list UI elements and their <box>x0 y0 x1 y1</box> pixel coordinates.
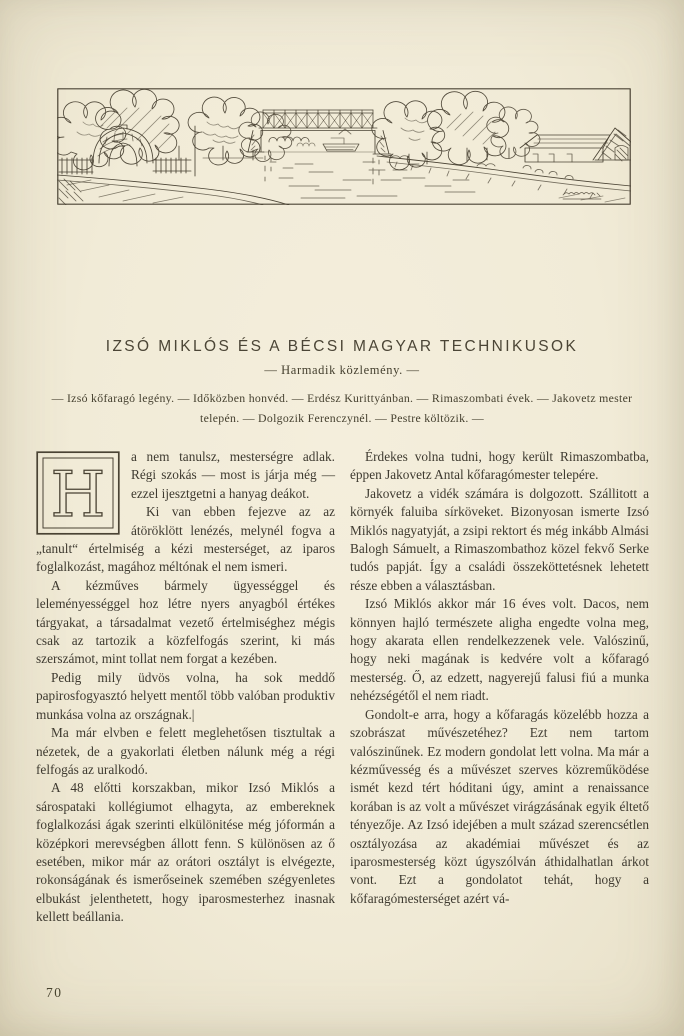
summary-line-2: telepén. — Dolgozik Ferenczynél. — Pestre költözik. — <box>200 410 484 425</box>
header-illustration <box>57 88 631 205</box>
under-bridge-shore <box>263 129 375 152</box>
barge <box>323 144 359 151</box>
paragraph: A 48 előtti korszakban, mikor Izsó Miklós a sárospataki kollégiumot elhagyta, az embereknek foglalkozási ágak szerinti elkülönitése még jóformán a középkori merevségben állott fenn. S különösen az ő esetében, mikor már az orátori osztályt is elvégezte, rokonságának és ismerőseinek szemében szégyenletes elbukást jelenthetett, hogy iparosmesterhez inasnak kellett beállania. <box>36 780 335 925</box>
paragraph: Izsó Miklós akkor már 16 éves volt. Dacos, nem könnyen hajló természete aligha engedte volna meg, hogy akarata ellen rendelkezzenek vele. Valószinű, hogy neki magának is kedvére volt a kőfaragó mesterség. Ő, az edzett, nagyerejű falusi fiú a munka nehézségétől el nem riadt. <box>350 596 649 704</box>
paragraph: Ki van ebben fejezve az az átöröklött lenézés, melynél fogva a „tanult“ értelmiség a kézi mesterséget, az iparos foglalkozást, magához méltónak el nem ismeri. <box>36 504 335 575</box>
paragraph: Pedig mily üdvös volna, ha sok meddő papirosfogyasztó helyett mentől több valóban produktiv munkása volna az országnak.| <box>36 669 335 722</box>
article-title: IZSÓ MIKLÓS ÉS A BÉCSI MAGYAR TECHNIKUSOK <box>105 338 579 355</box>
right-column <box>350 448 649 927</box>
drop-cap <box>36 451 120 535</box>
article-subtitle: — Harmadik közlemény. — <box>264 363 420 377</box>
paragraph: Jakovetz a vidék számára is dolgozott. Szállitott a környék faluiba sírköveket. Bizonyosan ismerte Izsó Miklós nagyatyját, a zsipi rektort és még inkább Almási Balogh Sámuelt, a Rimaszombathoz közel fekvő Serke tudós papját. Így a családi összeköttetésnek lehetett része ebben a választásban. <box>350 485 649 593</box>
left-column <box>36 448 335 927</box>
paragraph-with-drop-cap <box>36 448 335 531</box>
river-bridge-etching <box>57 88 631 205</box>
paragraph: A kézműves bármely ügyességgel és leleményességgel hoz létre nyers anyagból értékes tárgyakat, a társadalmat vezető értelmiséghez mégis csak az tartozik a közfelfogás szerint, ki más szerszámot, mint tollat nem forgat a kezében. <box>36 577 335 667</box>
right-abutment <box>373 131 391 155</box>
paragraph: Érdekes volna tudni, hogy került Rimaszombatba, éppen Jakovetz Antal kőfaragómester telepére. <box>350 449 649 483</box>
paragraph: Gondolt-e arra, hogy a kőfaragás közelébb hozza a szobrászat művészetéhez? Ezt nem tartom valószinűnek. Ez modern gondolat lett volna. Ma már a kézművesség és a művészet szerves közreműködése ismét kezd tért hóditani úgy, amint a renaissance korában is az volt a művészet virágzásának egyik éltető tényezője. Az Izsó idejében a mult század szerencsétlen osztályozása az akadémiai művészet és az iparosmesterség közt úgyszólván áthidalhatlan árkot vont. Ezt a gondolatot tehát, hogy a kőfaragómesterséget azért vá- <box>350 706 649 906</box>
drop-cap-letter: H <box>50 458 106 531</box>
summary-line-1: — Izsó kőfaragó legény. — Időközben honvéd. — Erdész Kurittyánban. — Rimaszombati évek. — Jakovetz mester <box>51 391 633 405</box>
paragraph: Ma már elvben e felett meglehetősen tisztultak a nézetek, de a gyakorlati életben nálunk még a régi felfogás az uralkodó. <box>36 725 335 777</box>
thatched-barns <box>593 128 631 161</box>
article-summary <box>0 389 684 428</box>
river-reflections <box>265 156 475 198</box>
article-body <box>36 448 649 927</box>
paragraph-text: a nem tanulsz, mesterségre adlak. Régi szokás — most is járja még — ezzel ijesztgetni a hanyag deákot. <box>131 449 335 501</box>
article-header <box>0 338 684 428</box>
farm-building <box>520 135 610 162</box>
right-bank <box>377 156 631 202</box>
page-number: 70 <box>46 985 63 1000</box>
